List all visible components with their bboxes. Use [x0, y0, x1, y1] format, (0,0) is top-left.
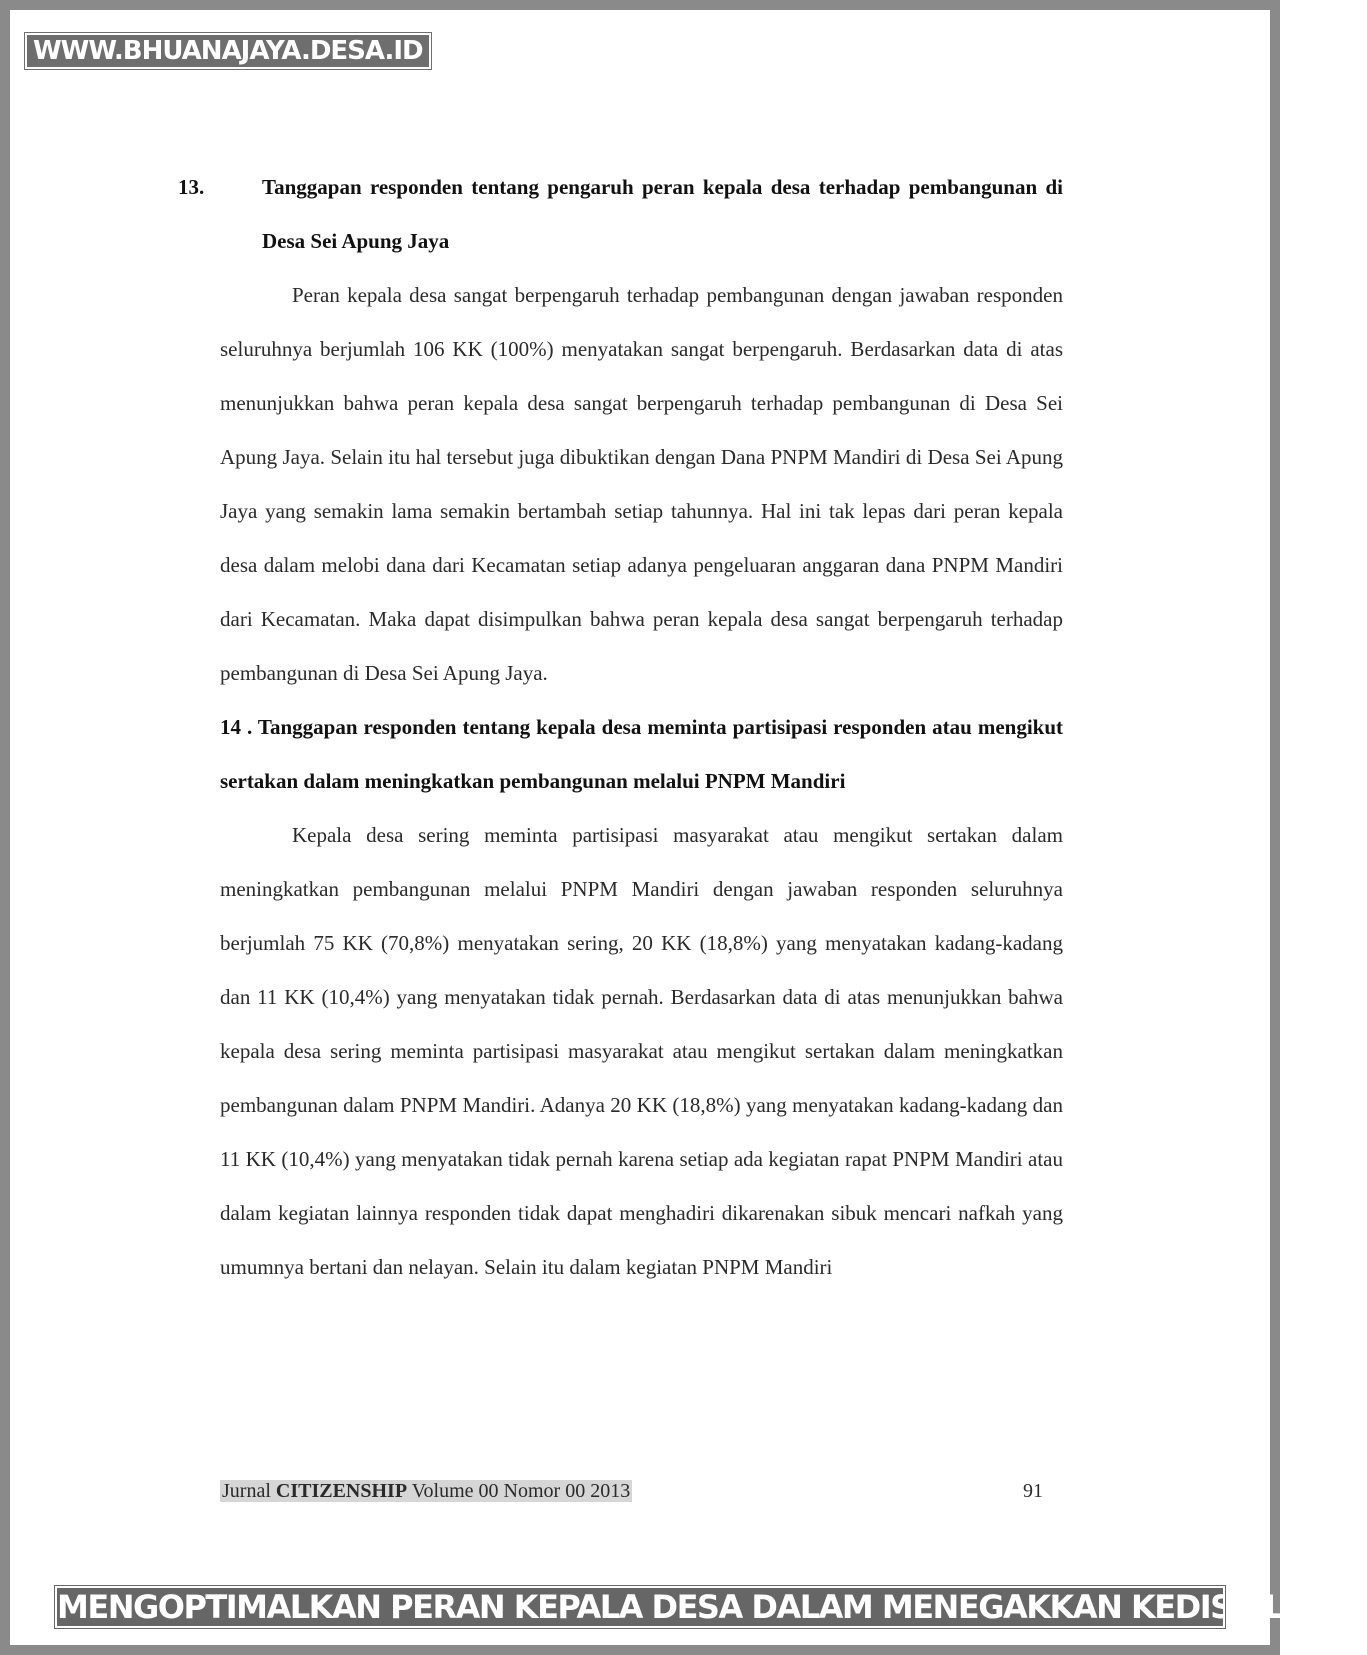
- document-page: [178, 160, 1064, 1294]
- site-watermark: WWW.BHUANAJAYA.DESA.ID: [25, 33, 431, 69]
- page-number: 91: [1023, 1480, 1043, 1502]
- journal-volume: Volume 00 Nomor 00 2013: [411, 1480, 631, 1502]
- journal-prefix: Jurnal: [222, 1480, 271, 1502]
- section-13-number: 13.: [178, 175, 205, 199]
- title-banner: MENGOPTIMALKAN PERAN KEPALA DESA DALAM MENEGAKKAN KEDISIPLINAN: [57, 1588, 1367, 1626]
- section-13-title: Tanggapan responden tentang pengaruh peran kepala desa terhadap pembangunan di Desa Sei Apung Jaya: [262, 175, 1063, 253]
- section-13-heading: [178, 160, 1063, 268]
- section-13-paragraph: Peran kepala desa sangat berpengaruh terhadap pembangunan dengan jawaban responden seluruhnya berjumlah 106 KK (100%) menyatakan sangat berpengaruh. Berdasarkan data di atas menunjukkan bahwa peran kepala desa sangat berpengaruh terhadap pembangunan di Desa Sei Apung Jaya. Selain itu hal tersebut juga dibuktikan dengan Dana PNPM Mandiri di Desa Sei Apung Jaya yang semakin lama semakin bertambah setiap tahunnya. Hal ini tak lepas dari peran kepala desa dalam melobi dana dari Kecamatan setiap adanya pengeluaran anggaran dana PNPM Mandiri dari Kecamatan. Maka dapat disimpulkan bahwa peran kepala desa sangat berpengaruh terhadap pembangunan di Desa Sei Apung Jaya.: [220, 283, 1063, 685]
- section-14-number: 14 .: [220, 715, 253, 739]
- section-14-paragraph: Kepala desa sering meminta partisipasi masyarakat atau mengikut sertakan dalam meningkatkan pembangunan melalui PNPM Mandiri dengan jawaban responden seluruhnya berjumlah 75 KK (70,8%) menyatakan sering, 20 KK (18,8%) yang menyatakan kadang-kadang dan 11 KK (10,4%) yang menyatakan tidak pernah. Berdasarkan data di atas menunjukkan bahwa kepala desa sering meminta partisipasi masyarakat atau mengikut sertakan dalam meningkatkan pembangunan dalam PNPM Mandiri. Adanya 20 KK (18,8%) yang menyatakan kadang-kadang dan 11 KK (10,4%) yang menyatakan tidak pernah karena setiap ada kegiatan rapat PNPM Mandiri atau dalam kegiatan lainnya responden tidak dapat menghadiri dikarenakan sibuk mencari nafkah yang umumnya bertani dan nelayan. Selain itu dalam kegiatan PNPM Mandiri: [220, 823, 1063, 1279]
- journal-name: CITIZENSHIP: [275, 1480, 408, 1502]
- section-14-title: Tanggapan responden tentang kepala desa meminta partisipasi responden atau mengikut sertakan dalam meningkatkan pembangunan melalui PNPM Mandiri: [220, 715, 1064, 793]
- journal-citation: [220, 1480, 632, 1502]
- section-14-heading: [220, 700, 1063, 808]
- page-footer: [220, 1480, 1063, 1510]
